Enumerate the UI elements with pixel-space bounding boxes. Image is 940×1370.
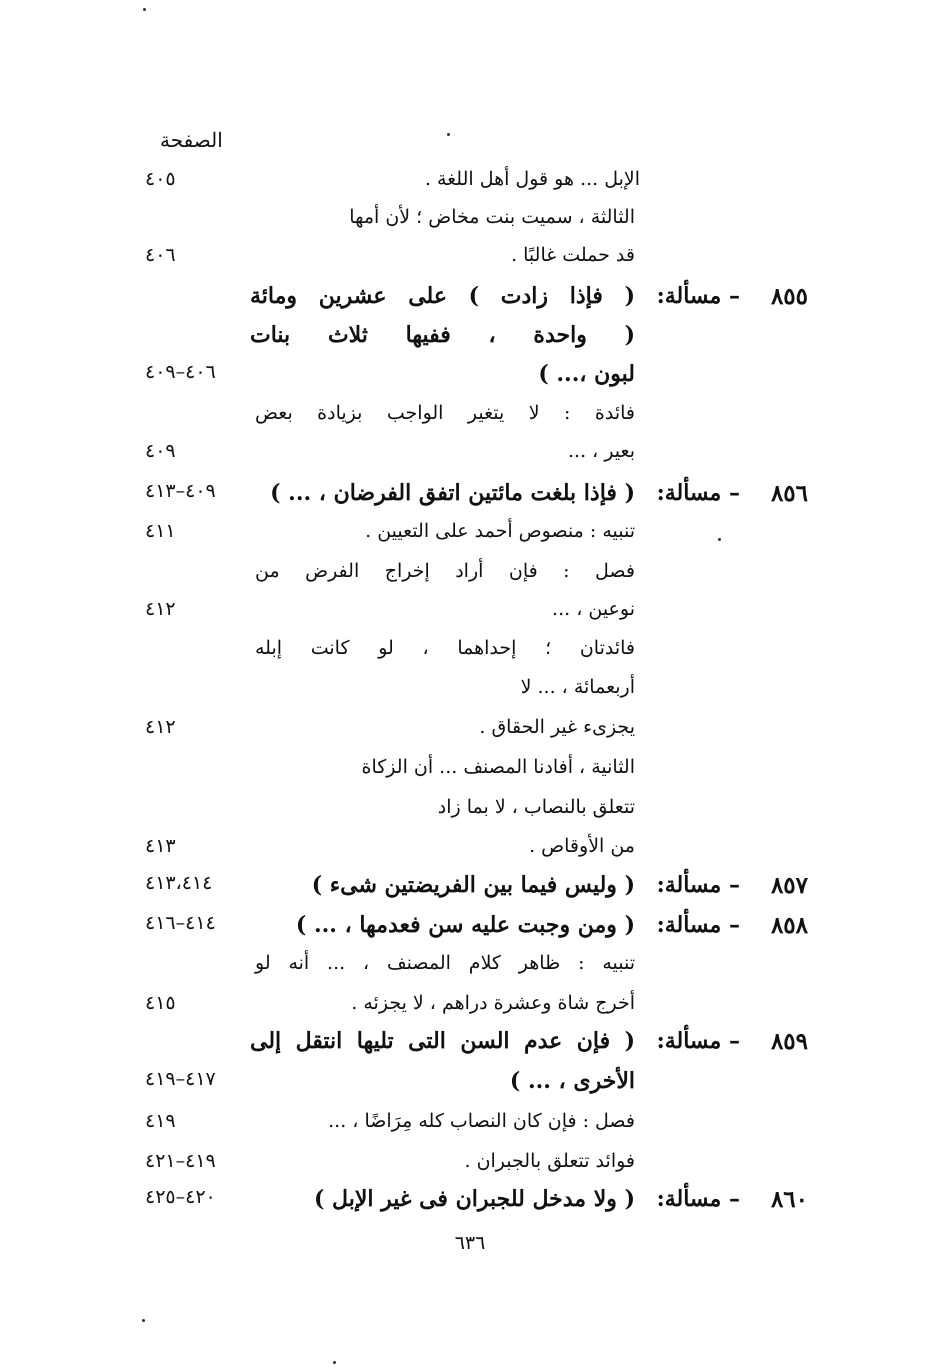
page-range: ٤١٣،٤١٤	[145, 872, 213, 894]
sub-entry	[0, 716, 940, 752]
entry-number: ٨٥٦	[770, 480, 808, 507]
entry-859	[0, 1028, 940, 1064]
entry-number: ٨٥٨	[770, 912, 808, 939]
sub-entry-text: نوعين ، ...	[552, 598, 635, 620]
entry-857	[0, 872, 940, 908]
page-number: ٦٣٦	[454, 1232, 486, 1254]
page-reference: ٤١٥	[145, 992, 176, 1014]
sub-entry-text: تنبيه : ظاهر كلام المصنف ، ... أنه لو	[255, 952, 635, 974]
sub-entry	[0, 637, 940, 673]
sub-entry-text: فصل : فإن أراد إخراج الفرض من	[255, 560, 635, 582]
entry-title: ( فإذا بلغت مائتين اتفق الفرضان ، ... )	[270, 480, 635, 506]
sub-entry-text: بعير ، ...	[567, 440, 635, 462]
entry-title-line	[0, 361, 940, 397]
sub-entry-text: فائدتان ؛ إحداهما ، لو كانت إبله	[255, 637, 635, 659]
entry-title: ( وليس فيما بين الفريضتين شىء )	[311, 872, 635, 898]
entry-title: ( واحدة ، ففيها ثلاث بنات	[250, 322, 635, 348]
sub-entry	[0, 402, 940, 438]
sub-entry	[0, 1150, 940, 1186]
entry-856	[0, 480, 940, 516]
page-range: ٤٠٩–٤١٣	[145, 480, 216, 502]
continuation-text: قد حملت غالبًا .	[511, 244, 635, 266]
continuation-text: الإبل ... هو قول أهل اللغة .	[424, 168, 640, 190]
page-reference: ٤٠٦	[145, 244, 176, 266]
sub-entry	[0, 676, 940, 712]
page-reference: ٤١٢	[145, 716, 176, 738]
entry-number: ٨٦٠	[770, 1186, 808, 1213]
entry-number: ٨٥٩	[770, 1028, 808, 1055]
sub-entry	[0, 796, 940, 832]
entry-number: ٨٥٧	[770, 872, 808, 899]
page-reference: ٤١٣	[145, 835, 176, 857]
entry-title: لبون ،... )	[538, 361, 635, 387]
scan-speck	[447, 133, 450, 136]
entry-label: – مسألة:	[656, 1028, 740, 1054]
sub-entry-text: فائدة : لا يتغير الواجب بزيادة بعض	[255, 402, 635, 424]
sub-entry-text: أخرج شاة وعشرة دراهم ، لا يجزئه .	[351, 992, 635, 1014]
entry-label: – مسألة:	[656, 283, 740, 309]
entry-label: – مسألة:	[656, 872, 740, 898]
sub-entry	[0, 560, 940, 596]
entry-title-line	[0, 1068, 940, 1104]
entry-860	[0, 1186, 940, 1222]
sub-entry-text: تنبيه : منصوص أحمد على التعيين .	[365, 520, 635, 542]
sub-entry-text: الثانية ، أفادنا المصنف ... أن الزكاة	[361, 756, 635, 778]
page-reference: ٤٠٥	[145, 168, 176, 190]
scan-speck	[143, 8, 146, 11]
continuation-text: الثالثة ، سميت بنت مخاض ؛ لأن أمها	[349, 206, 635, 228]
entry-label: – مسألة:	[656, 480, 740, 506]
sub-entry	[0, 1110, 940, 1146]
sub-entry-text: تتعلق بالنصاب ، لا بما زاد	[437, 796, 635, 818]
page-column-header: الصفحة	[160, 128, 223, 152]
page-range: ٤٠٦–٤٠٩	[145, 361, 216, 383]
sub-entry	[0, 598, 940, 634]
entry-title: ( فإذا زادت ) على عشرين ومائة	[250, 283, 635, 309]
scan-speck	[333, 1361, 336, 1364]
page-reference: ٤٠٩	[145, 440, 176, 462]
entry-title-line	[0, 322, 940, 358]
page-range: ٤١٧–٤١٩	[145, 1068, 216, 1090]
page-reference: ٤١٩	[145, 1110, 176, 1132]
scan-speck	[718, 538, 721, 541]
entry-title: الأخرى ، ... )	[509, 1068, 635, 1094]
continuation-line	[0, 168, 940, 204]
sub-entry-text: يجزىء غير الحقاق .	[479, 716, 635, 738]
page-range: ٤٢٠–٤٢٥	[145, 1186, 216, 1208]
continuation-line	[0, 244, 940, 280]
sub-entry	[0, 835, 940, 871]
entry-label: – مسألة:	[656, 912, 740, 938]
page-reference: ٤١٢	[145, 598, 176, 620]
entry-label: – مسألة:	[656, 1186, 740, 1212]
sub-entry	[0, 992, 940, 1028]
page-reference: ٤١١	[145, 520, 176, 542]
entry-858	[0, 912, 940, 948]
sub-entry-text: فصل : فإن كان النصاب كله مِرَاضًا ، ...	[328, 1110, 635, 1132]
continuation-line	[0, 206, 940, 242]
sub-entry	[0, 756, 940, 792]
page-reference: ٤١٩–٤٢١	[145, 1150, 216, 1172]
sub-entry-text: أربعمائة ، ... لا	[520, 676, 635, 698]
entry-title: ( فإن عدم السن التى تليها انتقل إلى	[250, 1028, 635, 1054]
entry-title: ( ومن وجبت عليه سن فعدمها ، ... )	[295, 912, 635, 938]
sub-entry	[0, 520, 940, 556]
sub-entry	[0, 440, 940, 476]
entry-855	[0, 283, 940, 319]
entry-title: ( ولا مدخل للجبران فى غير الإبل )	[313, 1186, 635, 1212]
entry-number: ٨٥٥	[770, 283, 808, 310]
sub-entry	[0, 952, 940, 988]
sub-entry-text: من الأوقاص .	[529, 835, 635, 857]
sub-entry-text: فوائد تتعلق بالجبران .	[464, 1150, 635, 1172]
page-range: ٤١٤–٤١٦	[145, 912, 216, 934]
scan-speck	[142, 1319, 145, 1322]
